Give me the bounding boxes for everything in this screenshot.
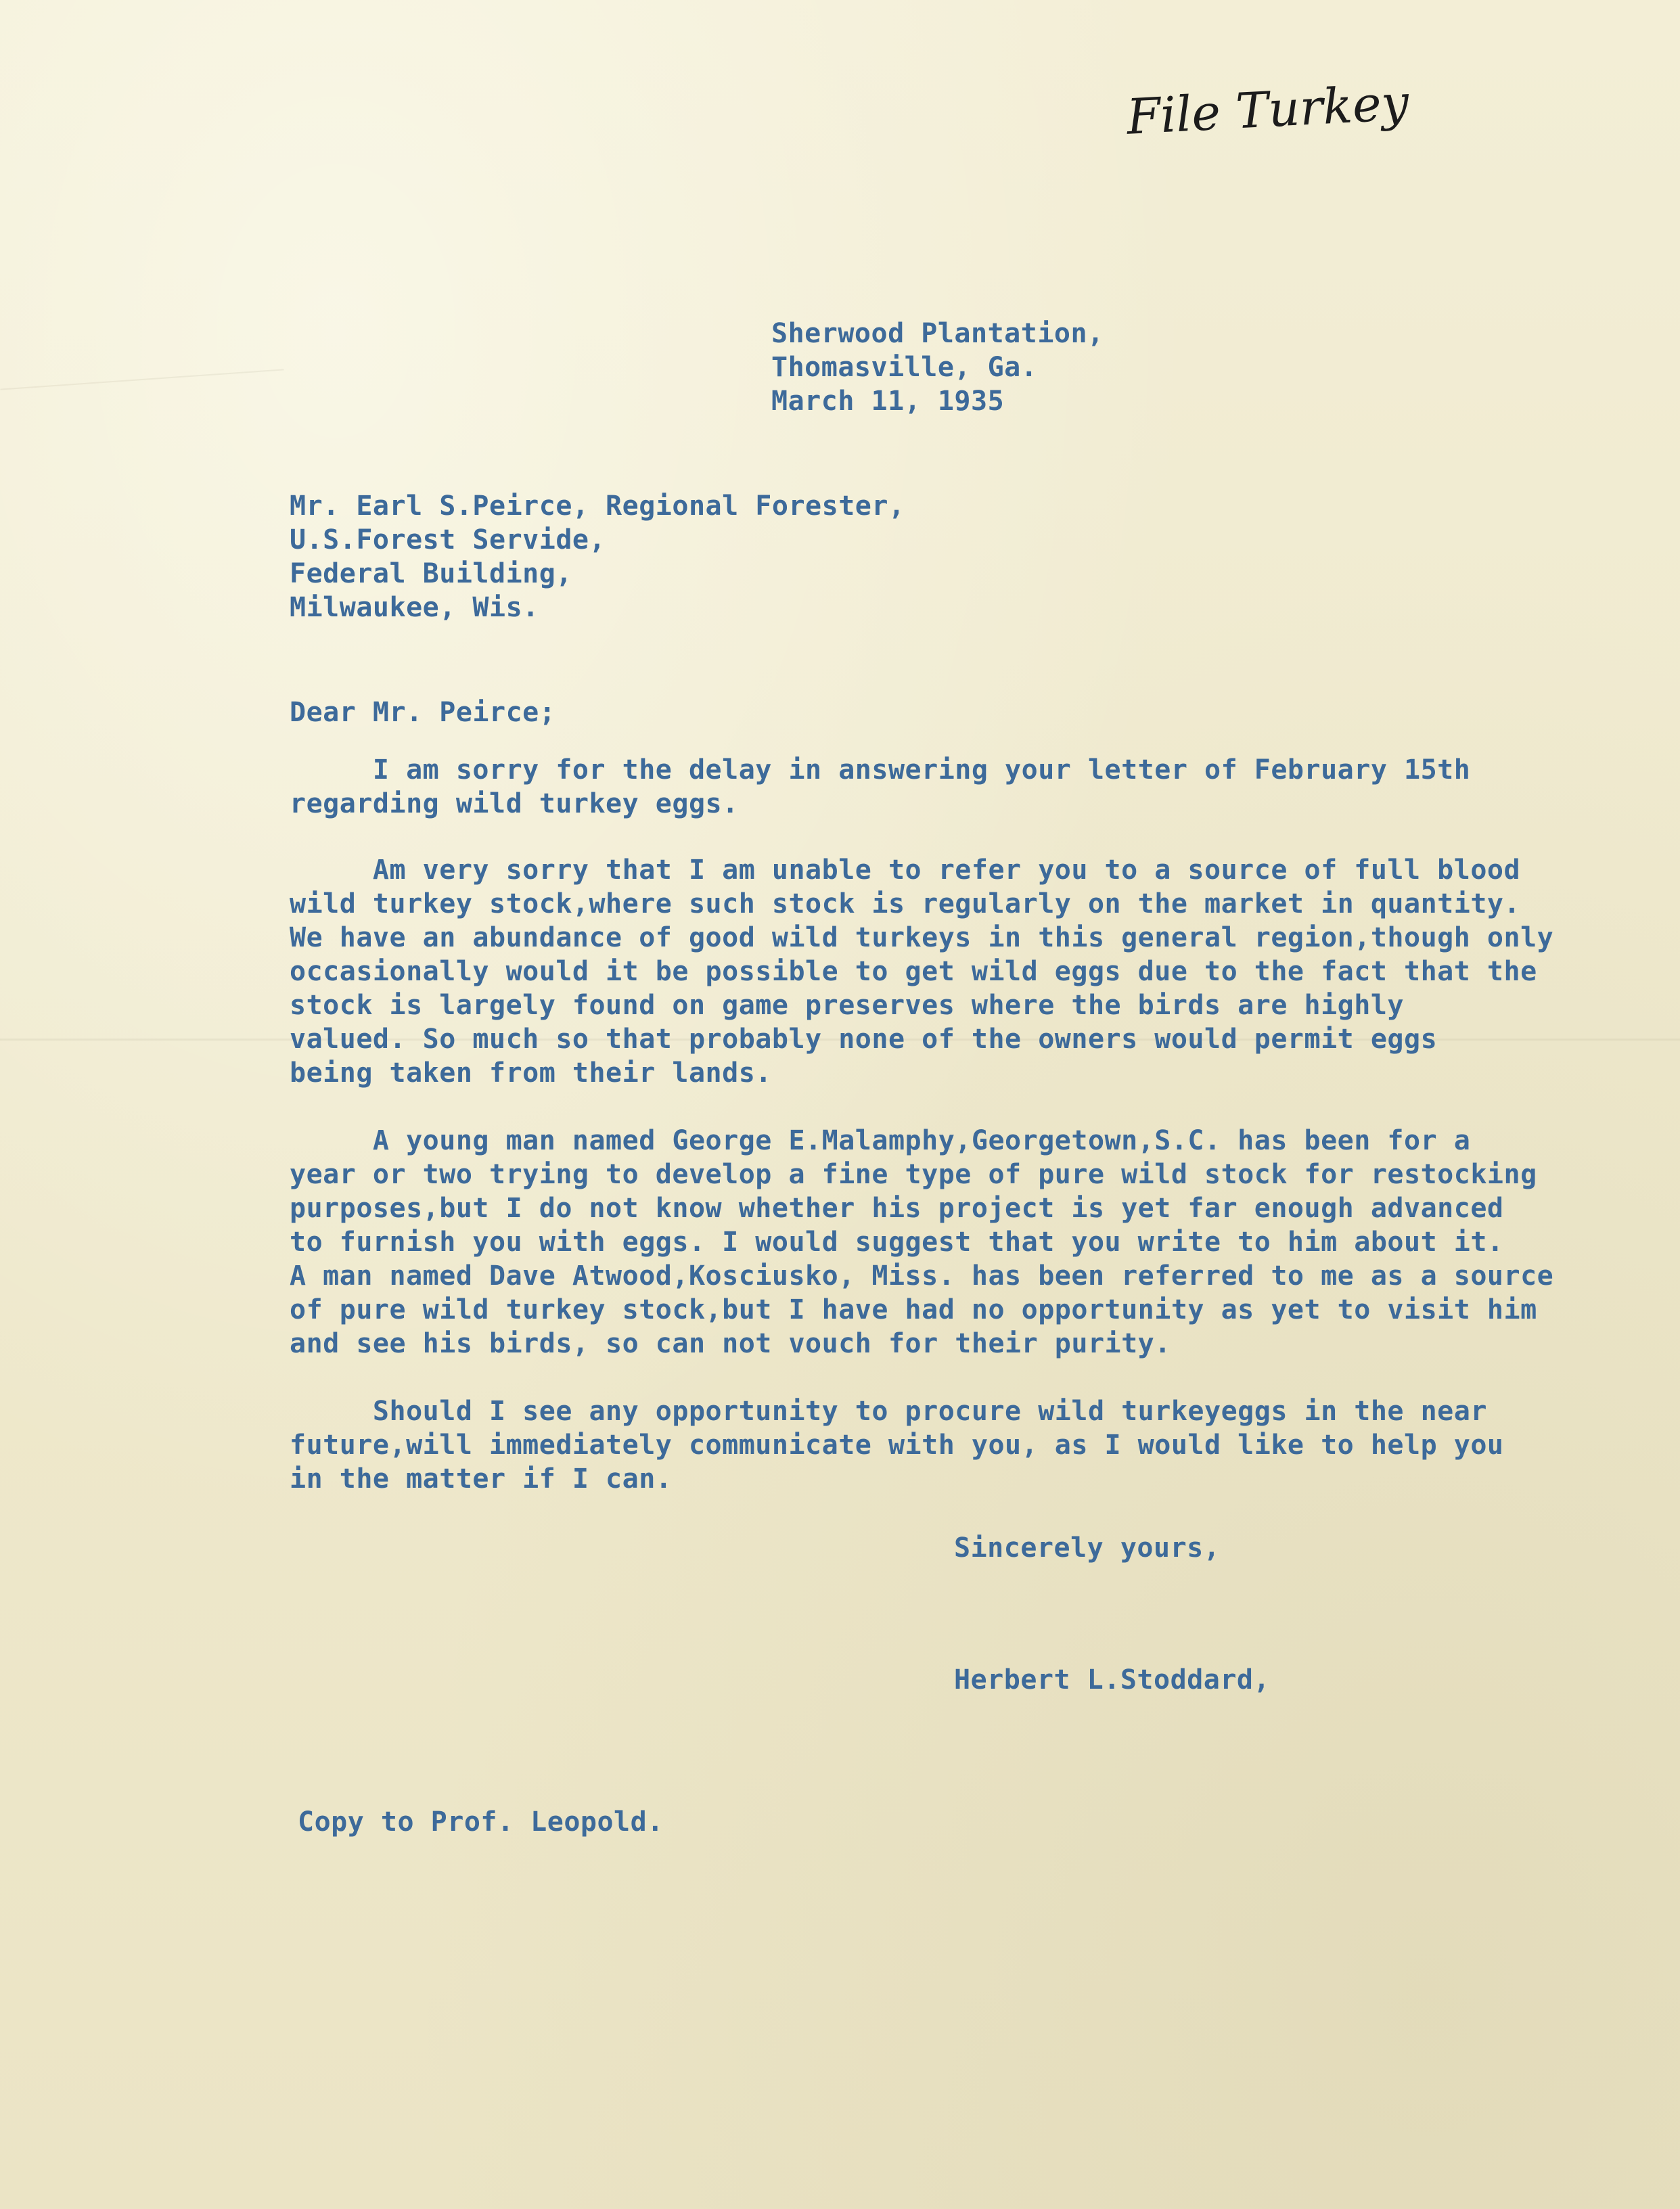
body-line: year or two trying to develop a fine type of pure wild stock for restocking xyxy=(290,1159,1537,1190)
body-line: and see his birds, so can not vouch for their purity. xyxy=(290,1328,1171,1359)
recipient-line: Milwaukee, Wis. xyxy=(290,592,539,623)
body-line: to furnish you with eggs. I would suggest that you write to him about it. xyxy=(290,1227,1504,1258)
paper-crease-left-upper xyxy=(0,369,283,390)
body-line: We have an abundance of good wild turkeys in this general region,though only xyxy=(290,922,1554,953)
body-line: A man named Dave Atwood,Kosciusko, Miss. has been referred to me as a source xyxy=(290,1260,1554,1292)
body-line: purposes,but I do not know whether his project is yet far enough advanced xyxy=(290,1193,1504,1224)
letter-date: March 11, 1935 xyxy=(771,386,1005,417)
body-line: A young man named George E.Malamphy,Georgetown,S.C. has been for a xyxy=(290,1125,1471,1156)
handwritten-file-note: File Turkey xyxy=(1125,74,1411,145)
recipient-line: Federal Building, xyxy=(290,558,572,589)
recipient-address-block xyxy=(290,491,905,677)
body-line: being taken from their lands. xyxy=(290,1057,772,1089)
body-line: stock is largely found on game preserves where the birds are highly xyxy=(290,990,1404,1021)
body-line: Should I see any opportunity to procure wild turkeyeggs in the near xyxy=(290,1396,1487,1427)
sender-address-block xyxy=(771,318,1104,474)
closing: Sincerely yours, xyxy=(954,1532,1221,1564)
letter-body xyxy=(290,754,1554,1501)
body-line: regarding wild turkey eggs. xyxy=(290,788,739,819)
body-line: future,will immediately communicate with you, as I would like to help you xyxy=(290,1430,1504,1461)
recipient-line: U.S.Forest Servide, xyxy=(290,524,606,555)
body-line: wild turkey stock,where such stock is regularly on the market in quantity. xyxy=(290,888,1521,919)
body-line: valued. So much so that probably none of the owners would permit eggs xyxy=(290,1024,1438,1055)
sender-address-line: Sherwood Plantation, xyxy=(771,318,1104,349)
salutation: Dear Mr. Peirce; xyxy=(290,697,556,728)
body-line: Am very sorry that I am unable to refer you to a source of full blood xyxy=(290,855,1521,886)
body-line: in the matter if I can. xyxy=(290,1463,673,1495)
recipient-line: Mr. Earl S.Peirce, Regional Forester, xyxy=(290,491,905,522)
body-line: occasionally would it be possible to get wild eggs due to the fact that the xyxy=(290,956,1537,987)
body-line: of pure wild turkey stock,but I have had no opportunity as yet to visit him xyxy=(290,1294,1537,1325)
carbon-copy-note: Copy to Prof. Leopold. xyxy=(298,1806,664,1838)
body-line: I am sorry for the delay in answering your letter of February 15th xyxy=(290,754,1471,785)
sender-address-line: Thomasville, Ga. xyxy=(771,352,1038,383)
signature: Herbert L.Stoddard, xyxy=(954,1664,1271,1695)
